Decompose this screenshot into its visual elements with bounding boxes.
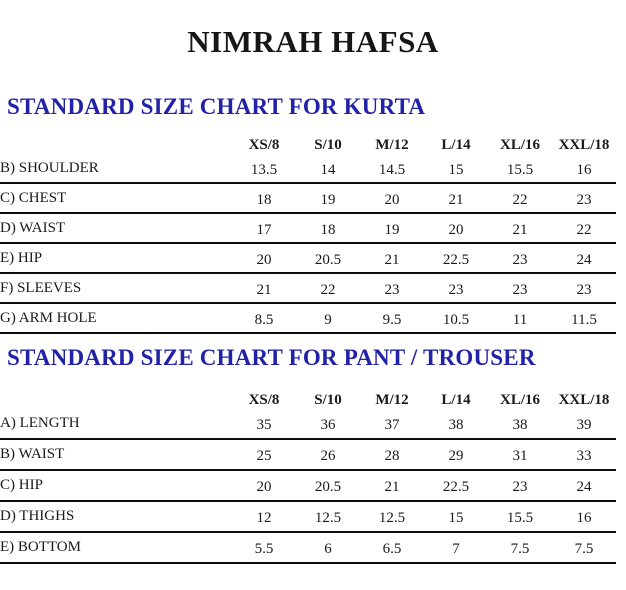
size-value xyxy=(424,183,488,213)
size-value-text: 24 xyxy=(576,479,592,495)
size-value xyxy=(424,243,488,273)
size-value xyxy=(296,303,360,333)
row-label: C) CHEST xyxy=(0,183,232,213)
column-header-s: S/10 xyxy=(314,392,342,408)
pant-size-table xyxy=(0,387,616,564)
column-header-xs: XS/8 xyxy=(248,137,280,153)
size-value-text: 35 xyxy=(256,417,272,433)
size-value-text: 22 xyxy=(512,191,528,208)
size-value xyxy=(296,532,360,563)
row-label: D) WAIST xyxy=(0,213,232,243)
size-value-text: 22.5 xyxy=(442,251,470,268)
size-value xyxy=(360,303,424,333)
size-value xyxy=(424,303,488,333)
size-value xyxy=(232,154,296,183)
size-value xyxy=(232,273,296,303)
table-row-length xyxy=(0,409,616,439)
size-value-text: 8.5 xyxy=(254,311,274,328)
size-value xyxy=(232,439,296,470)
size-value-text: 19 xyxy=(384,221,400,238)
size-value-text: 23 xyxy=(384,281,400,298)
size-value xyxy=(488,213,552,243)
size-value-text: 22 xyxy=(320,281,336,298)
size-value-text: 12.5 xyxy=(314,510,342,526)
size-value xyxy=(552,183,616,213)
size-value-text: 21 xyxy=(256,281,272,298)
size-value-text: 21 xyxy=(384,479,400,495)
size-value xyxy=(232,303,296,333)
size-value-text: 20 xyxy=(384,191,400,208)
size-value-text: 23 xyxy=(448,281,464,298)
table-row-hip xyxy=(0,243,616,273)
size-value-text: 14 xyxy=(320,161,336,178)
size-value-text: 16 xyxy=(576,161,592,178)
size-value xyxy=(296,154,360,183)
size-value-text: 20 xyxy=(256,479,272,495)
row-label: F) SLEEVES xyxy=(0,273,232,303)
row-label-header xyxy=(0,132,232,154)
size-value-text: 6.5 xyxy=(382,541,402,557)
size-value-text: 31 xyxy=(512,448,528,464)
table-row-waist xyxy=(0,439,616,470)
size-value-text: 21 xyxy=(512,221,528,238)
size-value xyxy=(552,532,616,563)
size-value-text: 20 xyxy=(448,221,464,238)
size-value xyxy=(360,470,424,501)
size-value xyxy=(232,470,296,501)
size-value-text: 19 xyxy=(320,191,336,208)
kurta-header-row xyxy=(0,132,616,154)
size-value xyxy=(296,470,360,501)
size-value xyxy=(424,273,488,303)
size-value xyxy=(232,501,296,532)
row-label: G) ARM HOLE xyxy=(0,303,232,333)
size-value-text: 39 xyxy=(576,417,592,433)
table-row-thighs xyxy=(0,501,616,532)
size-value xyxy=(552,501,616,532)
size-value-text: 26 xyxy=(320,448,336,464)
size-value xyxy=(552,243,616,273)
size-value xyxy=(552,154,616,183)
column-header-xs: XS/8 xyxy=(248,392,280,408)
size-value-text: 15.5 xyxy=(506,161,534,178)
column-header-m: M/12 xyxy=(375,137,409,153)
size-value xyxy=(232,532,296,563)
size-value-text: 17 xyxy=(256,221,272,238)
size-value xyxy=(232,183,296,213)
size-value-text: 28 xyxy=(384,448,400,464)
size-value xyxy=(488,183,552,213)
size-value xyxy=(552,273,616,303)
size-value-text: 15.5 xyxy=(506,510,534,526)
column-header-xl: XL/16 xyxy=(499,137,540,153)
size-value-text: 5.5 xyxy=(254,541,274,557)
row-label: E) HIP xyxy=(0,243,232,273)
size-value-text: 13.5 xyxy=(250,161,278,178)
row-label-header xyxy=(0,387,232,409)
kurta-size-table xyxy=(0,132,616,334)
table-row-bottom xyxy=(0,532,616,563)
size-value-text: 12.5 xyxy=(378,510,406,526)
column-header-l: L/14 xyxy=(441,392,471,408)
size-value-text: 23 xyxy=(512,251,528,268)
column-header-xxl: XXL/18 xyxy=(558,137,610,153)
size-value xyxy=(424,532,488,563)
brand-title: NIMRAH HAFSA xyxy=(187,24,439,59)
size-value xyxy=(296,501,360,532)
size-value xyxy=(360,243,424,273)
size-value xyxy=(488,439,552,470)
size-value xyxy=(360,532,424,563)
size-value-text: 15 xyxy=(448,510,464,526)
size-value-text: 20.5 xyxy=(314,479,342,495)
size-value-text: 20.5 xyxy=(314,251,342,268)
size-value-text: 23 xyxy=(512,479,528,495)
size-value-text: 6 xyxy=(324,541,332,557)
size-value xyxy=(360,154,424,183)
table-row-armhole xyxy=(0,303,616,333)
size-value xyxy=(488,154,552,183)
size-value-text: 23 xyxy=(576,281,592,298)
table-row-chest xyxy=(0,183,616,213)
size-value-text: 14.5 xyxy=(378,161,406,178)
row-label: B) WAIST xyxy=(0,439,232,470)
size-value xyxy=(360,409,424,439)
size-value-text: 22 xyxy=(576,221,592,238)
size-value-text: 18 xyxy=(256,191,272,208)
size-value xyxy=(552,470,616,501)
column-header-xl: XL/16 xyxy=(499,392,540,408)
table-row-shoulder xyxy=(0,154,616,183)
size-value-text: 7 xyxy=(452,541,460,557)
size-value xyxy=(296,439,360,470)
size-value xyxy=(360,183,424,213)
size-value-text: 10.5 xyxy=(442,311,470,328)
row-label: A) LENGTH xyxy=(0,409,232,439)
size-value-text: 20 xyxy=(256,251,272,268)
size-value-text: 33 xyxy=(576,448,592,464)
pant-section-heading: STANDARD SIZE CHART FOR PANT / TROUSER xyxy=(7,345,536,370)
size-value-text: 18 xyxy=(320,221,336,238)
size-value xyxy=(552,303,616,333)
size-value xyxy=(232,213,296,243)
table-row-waist xyxy=(0,213,616,243)
size-value xyxy=(360,439,424,470)
size-value xyxy=(488,409,552,439)
size-value xyxy=(424,409,488,439)
size-value xyxy=(424,439,488,470)
column-header-s: S/10 xyxy=(314,137,342,153)
table-row-sleeves xyxy=(0,273,616,303)
size-value xyxy=(488,273,552,303)
size-value-text: 25 xyxy=(256,448,272,464)
row-label: D) THIGHS xyxy=(0,501,232,532)
size-value xyxy=(488,303,552,333)
size-value xyxy=(360,273,424,303)
size-value xyxy=(296,183,360,213)
size-value-text: 36 xyxy=(320,417,336,433)
size-value-text: 23 xyxy=(576,191,592,208)
column-header-l: L/14 xyxy=(441,137,471,153)
size-value-text: 24 xyxy=(576,251,592,268)
size-value xyxy=(488,243,552,273)
kurta-section xyxy=(0,94,626,334)
size-value-text: 7.5 xyxy=(574,541,594,557)
row-label: B) SHOULDER xyxy=(0,154,232,183)
row-label: E) BOTTOM xyxy=(0,532,232,563)
size-value-text: 11 xyxy=(512,311,528,328)
size-value xyxy=(552,439,616,470)
size-value xyxy=(360,501,424,532)
kurta-section-heading: STANDARD SIZE CHART FOR KURTA xyxy=(7,94,426,119)
size-value xyxy=(232,409,296,439)
size-value xyxy=(424,470,488,501)
pant-header-row xyxy=(0,387,616,409)
size-value-text: 15 xyxy=(448,161,464,178)
size-value-text: 38 xyxy=(512,417,528,433)
size-value xyxy=(424,154,488,183)
size-value-text: 38 xyxy=(448,417,464,433)
size-value-text: 9.5 xyxy=(382,311,402,328)
table-row-hip xyxy=(0,470,616,501)
size-value xyxy=(424,213,488,243)
size-value xyxy=(424,501,488,532)
pant-trouser-section xyxy=(0,345,626,564)
size-value xyxy=(552,409,616,439)
size-value-text: 21 xyxy=(384,251,400,268)
size-value-text: 12 xyxy=(256,510,272,526)
size-value xyxy=(296,273,360,303)
size-value-text: 16 xyxy=(576,510,592,526)
size-value xyxy=(360,213,424,243)
size-value-text: 11.5 xyxy=(571,311,597,328)
size-value xyxy=(488,470,552,501)
column-header-m: M/12 xyxy=(375,392,409,408)
size-value-text: 22.5 xyxy=(442,479,470,495)
size-value xyxy=(296,213,360,243)
size-value-text: 23 xyxy=(512,281,528,298)
size-value-text: 21 xyxy=(448,191,464,208)
size-value-text: 29 xyxy=(448,448,464,464)
column-header-xxl: XXL/18 xyxy=(558,392,610,408)
row-label: C) HIP xyxy=(0,470,232,501)
size-value xyxy=(296,409,360,439)
size-value-text: 7.5 xyxy=(510,541,530,557)
size-value xyxy=(488,532,552,563)
size-value xyxy=(232,243,296,273)
size-value-text: 37 xyxy=(384,417,400,433)
size-value xyxy=(552,213,616,243)
size-value xyxy=(488,501,552,532)
size-value xyxy=(296,243,360,273)
size-value-text: 9 xyxy=(324,311,332,328)
